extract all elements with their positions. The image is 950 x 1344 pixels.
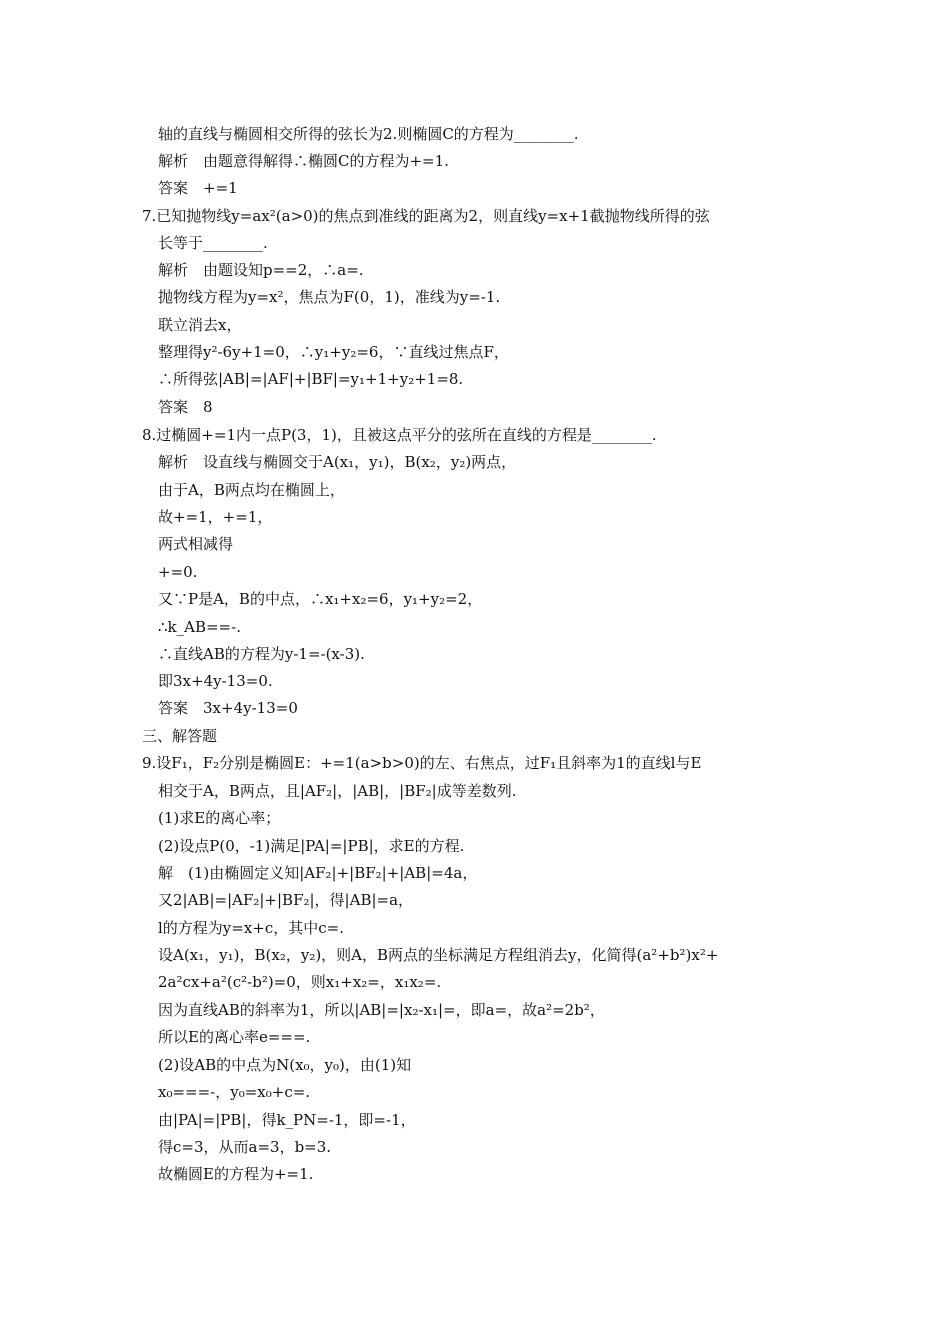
text-line: 故椭圆E的方程为+=1. (158, 1165, 314, 1183)
text-line: 答案 +=1 (158, 179, 238, 197)
text-line: (2)设AB的中点为N(x₀，y₀)，由(1)知 (158, 1056, 412, 1074)
text-line: ∴所得弦|AB|=|AF|+|BF|=y₁+1+y₂+1=8. (158, 370, 464, 388)
text-line: (2)设点P(0，-1)满足|PA|=|PB|，求E的方程. (158, 837, 465, 855)
text-line: 解析 由题意得解得∴椭圆C的方程为+=1. (158, 152, 449, 170)
text-line: 由|PA|=|PB|，得k_PN=-1，即=-1， (158, 1111, 416, 1129)
text-line: ∴k_AB==-. (158, 618, 241, 636)
text-line: 又∵P是A，B的中点，∴x₁+x₂=6，y₁+y₂=2， (158, 590, 483, 608)
text-line: 所以E的离心率e===. (158, 1028, 311, 1046)
text-line: 得c=3，从而a=3，b=3. (158, 1138, 332, 1156)
text-line: 解 (1)由椭圆定义知|AF₂|+|BF₂|+|AB|=4a， (158, 864, 478, 882)
section-heading: 三、解答题 (142, 727, 218, 745)
text-line: 8.过椭圆+=1内一点P(3，1)，且被这点平分的弦所在直线的方程是________. (142, 426, 657, 444)
text-line: 两式相减得 (158, 535, 234, 553)
text-line: 解析 设直线与椭圆交于A(x₁，y₁)，B(x₂，y₂)两点， (158, 453, 517, 471)
text-line: 7.已知抛物线y=ax²(a>0)的焦点到准线的距离为2，则直线y=x+1截抛物线所得的弦 (142, 207, 710, 225)
text-line: 轴的直线与椭圆相交所得的弦长为2.则椭圆C的方程为________. (158, 125, 579, 143)
text-line: l的方程为y=x+c，其中c=. (158, 919, 345, 937)
text-line: 9.设F₁，F₂分别是椭圆E：+=1(a>b>0)的左、右焦点，过F₁且斜率为1的直线l与E (142, 754, 702, 772)
text-line: 又2|AB|=|AF₂|+|BF₂|，得|AB|=a， (158, 891, 414, 909)
text-line: ∴直线AB的方程为y-1=-(x-3). (158, 645, 365, 663)
text-line: 故+=1，+=1， (158, 508, 273, 526)
text-line: 解析 由题设知p==2，∴a=. (158, 261, 364, 279)
text-line: (1)求E的离心率； (158, 809, 281, 827)
text-line: 长等于________. (158, 234, 268, 252)
text-line: 2a²cx+a²(c²-b²)=0，则x₁+x₂=，x₁x₂=. (158, 973, 442, 991)
text-line: x₀===-，y₀=x₀+c=. (158, 1083, 311, 1101)
text-line: 因为直线AB的斜率为1，所以|AB|=|x₂-x₁|=，即a=，故a²=2b²， (158, 1001, 605, 1019)
text-line: 相交于A，B两点，且|AF₂|，|AB|，|BF₂|成等差数列. (158, 782, 517, 800)
text-line: 联立消去x， (158, 316, 242, 334)
text-line: 由于A，B两点均在椭圆上， (158, 481, 345, 499)
text-line: 设A(x₁，y₁)，B(x₂，y₂)，则A，B两点的坐标满足方程组消去y，化简得(a²+b²)x²+ (158, 946, 719, 964)
text-line: 答案 3x+4y-13=0 (158, 699, 298, 717)
text-line: 整理得y²-6y+1=0，∴y₁+y₂=6，∵直线过焦点F， (158, 343, 509, 361)
text-line: 抛物线方程为y=x²，焦点为F(0，1)，准线为y=-1. (158, 288, 501, 306)
text-line: 答案 8 (158, 398, 213, 416)
text-line: 即3x+4y-13=0. (158, 672, 273, 690)
text-line: +=0. (158, 563, 198, 581)
